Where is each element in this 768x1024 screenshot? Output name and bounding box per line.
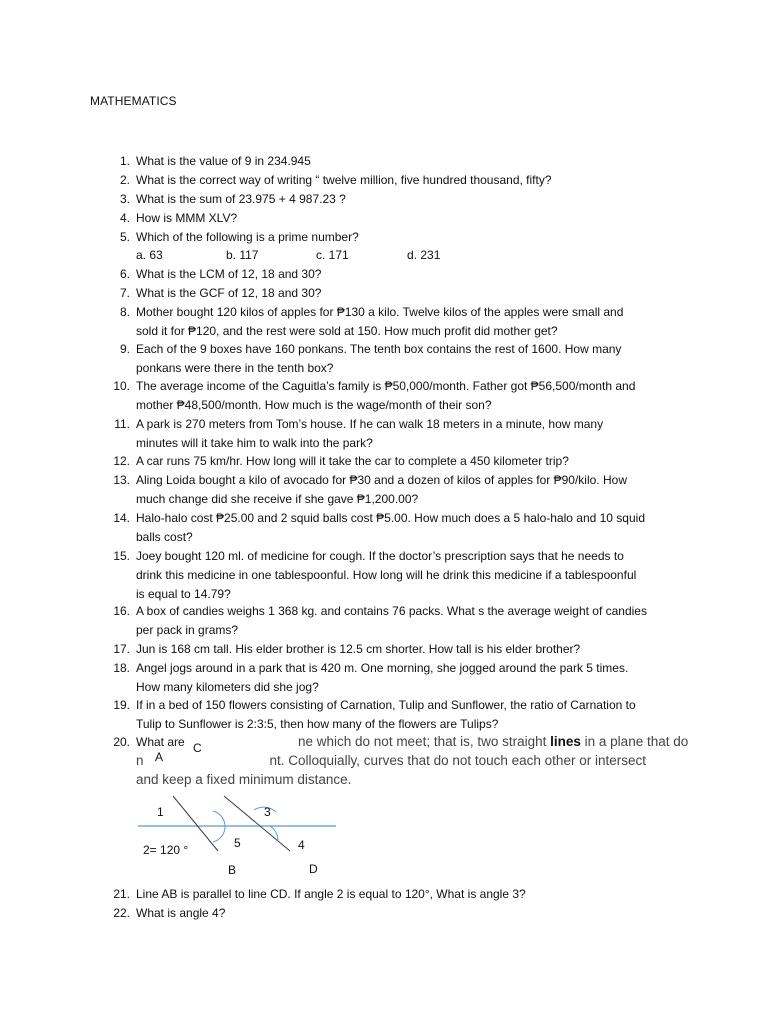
question-line: per pack in grams? (136, 623, 239, 637)
question-line: is equal to 14.79? (136, 587, 231, 601)
overlay-line1-post: in a plane that do (580, 734, 689, 749)
question-number: 7. (119, 286, 130, 300)
question-number: 1. (119, 154, 130, 168)
question-line: sold it for ₱120, and the rest were sold at 150. How much profit did mother get? (136, 324, 558, 338)
overlay-bold-word: lines (550, 734, 581, 749)
question-line: What is the correct way of writing “ twelve million, five hundred thousand, fifty? (136, 173, 552, 187)
question-line: What is the sum of 23.975 + 4 987.23 ? (136, 192, 346, 206)
question-line: How many kilometers did she jog? (136, 680, 319, 694)
question-line: If in a bed of 150 flowers consisting of Carnation, Tulip and Sunflower, the ratio of Carnation to (136, 698, 636, 712)
question-number: 9. (119, 342, 130, 356)
choice-a: a. 63 (136, 248, 163, 262)
question-number: 18. (113, 661, 130, 675)
question-number: 6. (119, 267, 130, 281)
label-c: C (193, 741, 202, 755)
overlay-line1-pre: ne which do not meet; that is, two straight (298, 734, 551, 749)
question-line: mother ₱48,500/month. How much is the wage/month of their son? (136, 398, 492, 412)
question-line: much change did she receive if she gave ₱1,200.00? (136, 492, 419, 506)
label-a: A (155, 750, 164, 764)
question-number: 16. (113, 604, 130, 618)
angle-5-label: 5 (234, 836, 241, 850)
question-line: What are (136, 735, 185, 749)
question-number: 2. (119, 173, 130, 187)
page-title: MATHEMATICS (90, 94, 177, 108)
question-number: 20. (113, 735, 130, 749)
question-line: What is angle 4? (136, 906, 226, 920)
angle-4-label: 4 (298, 838, 305, 852)
question-line: The average income of the Caguitla’s family is ₱50,000/month. Father got ₱56,500/month and (136, 379, 636, 393)
question-line: A car runs 75 km/hr. How long will it take the car to complete a 450 kilometer trip? (136, 454, 569, 468)
question-number: 13. (113, 473, 130, 487)
question-number: 17. (113, 642, 130, 656)
question-number: 19. (113, 698, 130, 712)
question-line: Jun is 168 cm tall. His elder brother is 12.5 cm shorter. How tall is his elder brother? (136, 642, 581, 656)
angle-2-label: 2= 120 ° (143, 843, 189, 857)
question-line: Halo-halo cost ₱25.00 and 2 squid balls cost ₱5.00. How much does a 5 halo-halo and 10 squid (136, 511, 645, 525)
question-number: 4. (119, 211, 130, 225)
question-number: 3. (119, 192, 130, 206)
question-number: 11. (114, 417, 130, 431)
question-number: 14. (113, 511, 130, 525)
choice-d: d. 231 (407, 248, 441, 262)
question-line: What is the GCF of 12, 18 and 30? (136, 286, 322, 300)
question-number: 8. (119, 305, 130, 319)
question-number: 21. (113, 887, 130, 901)
question-line: Each of the 9 boxes have 160 ponkans. The tenth box contains the rest of 1600. How many (136, 342, 622, 356)
question-line: Line AB is parallel to line CD. If angle 2 is equal to 120°, What is angle 3? (136, 887, 526, 901)
question-line: What is the LCM of 12, 18 and 30? (136, 267, 322, 281)
question-line: Angel jogs around in a park that is 420 m. One morning, she jogged around the park 5 times. (136, 661, 629, 675)
label-b: B (228, 863, 237, 877)
question-line: Mother bought 120 kilos of apples for ₱130 a kilo. Twelve kilos of the apples were small and (136, 305, 624, 319)
question-number: 10. (113, 379, 130, 393)
question-line: Joey bought 120 ml. of medicine for cough. If the doctor’s prescription says that he needs to (136, 549, 624, 563)
question-line: A park is 270 meters from Tom’s house. If he can walk 18 meters in a minute, how many (136, 417, 604, 431)
angle-1-label: 1 (157, 805, 164, 819)
question-line: How is MMM XLV? (136, 211, 238, 225)
question-number: 5. (119, 230, 130, 244)
question-number: 22. (113, 906, 130, 920)
question-line: drink this medicine in one tablespoonful. How long will he drink this medicine if a tablespoonful (136, 568, 637, 582)
overlay-line3: and keep a fixed minimum distance. (136, 772, 352, 787)
question-line: Aling Loida bought a kilo of avocado for ₱30 and a dozen of kilos of apples for ₱90/kilo. How (136, 473, 627, 487)
angle-3-label: 3 (264, 805, 271, 819)
question-line: What is the value of 9 in 234.945 (136, 154, 311, 168)
question-line: ponkans were there in the tenth box? (136, 361, 334, 375)
question-number: 12. (113, 454, 130, 468)
overlay-line2-pre: n (136, 753, 144, 768)
question-line: A box of candies weighs 1 368 kg. and contains 76 packs. What s the average weight of candies (136, 604, 647, 618)
label-d: D (309, 862, 318, 876)
question-line: minutes will it take him to walk into the park? (136, 436, 373, 450)
overlay-line2-post: nt. Colloquially, curves that do not touch each other or intersect (269, 753, 646, 768)
question-line: balls cost? (136, 530, 193, 544)
choice-c: c. 171 (316, 248, 349, 262)
question-line: Which of the following is a prime number? (136, 230, 359, 244)
choice-b: b. 117 (226, 248, 259, 262)
question-number: 15. (113, 549, 130, 563)
question-line: Tulip to Sunflower is 2:3:5, then how many of the flowers are Tulips? (136, 717, 499, 731)
